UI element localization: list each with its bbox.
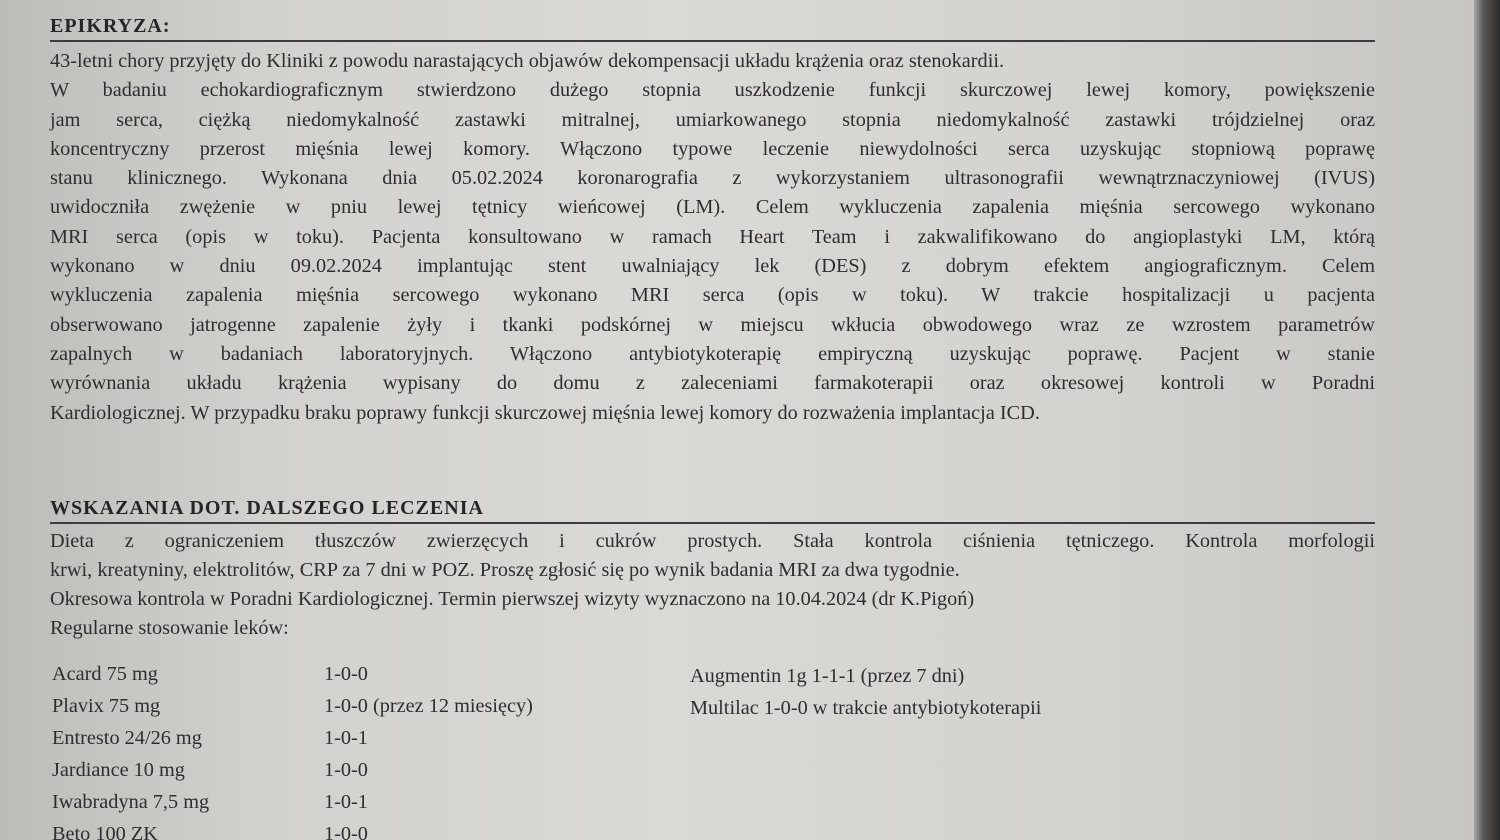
medication-row [50,786,1250,818]
additional-medication-item: Multilac 1-0-0 w trakcie antybiotykoterapii [690,697,1042,719]
medication-dose: 1-0-0 [324,759,368,781]
additional-medication-list [690,660,1310,724]
additional-medication-item: Augmentin 1g 1-1-1 (przez 7 dni) [690,665,965,687]
medication-row [50,818,1250,840]
wskazania-paragraph [50,527,1375,643]
medication-name: Entresto 24/26 mg [52,727,202,749]
medication-name: Beto 100 ZK [52,823,158,840]
medication-dose: 1-0-0 [324,823,368,840]
medication-name: Acard 75 mg [52,663,158,685]
wskazania-line: Regularne stosowanie leków: [50,617,289,639]
epikryza-line: jam serca, ciężką niedomykalność zastawki mitralnej, umiarkowanego stopnia niedomykalność zastawki trójdzielnej oraz [50,108,1375,131]
medication-row [50,722,1250,754]
medication-dose: 1-0-1 [324,791,368,813]
epikryza-line: wykonano w dniu 09.02.2024 implantując stent uwalniający lek (DES) z dobrym efektem angiograficznym. Celem [50,255,1375,278]
medication-name: Jardiance 10 mg [52,759,185,781]
epikryza-line: uwidoczniła zwężenie w pniu lewej tętnicy wieńcowej (LM). Celem wykluczenia zapalenia mięśnia sercowego wykonano [50,196,1375,219]
medication-dose: 1-0-0 [324,663,368,685]
epikryza-paragraph [50,47,1375,428]
epikryza-line: obserwowano jatrogenne zapalenie żyły i tkanki podskórnej w miejscu wkłucia obwodowego wraz ze wzrostem parametrów [50,313,1375,336]
wskazania-line: Dieta z ograniczeniem tłuszczów zwierzęcych i cukrów prostych. Stała kontrola ciśnienia tętniczego. Kontrola morfologii [50,530,1375,552]
epikryza-line: koncentryczny przerost mięśnia lewej komory. Włączono typowe leczenie niewydolności serca uzyskując stopniową poprawę [50,137,1375,160]
epikryza-section [50,14,1375,428]
medication-name: Iwabradyna 7,5 mg [52,791,210,813]
epikryza-line: wykluczenia zapalenia mięśnia sercowego wykonano MRI serca (opis w toku). W trakcie hospitalizacji u pacjenta [50,284,1375,307]
medication-dose: 1-0-1 [324,727,368,749]
medication-name: Plavix 75 mg [52,695,161,717]
epikryza-line: W badaniu echokardiograficznym stwierdzono dużego stopnia uszkodzenie funkcji skurczowej lewej komory, powiększenie [50,79,1375,102]
epikryza-rule [50,40,1375,42]
epikryza-line: Kardiologicznej. W przypadku braku poprawy funkcji skurczowej mięśnia lewej komory do rozważenia implantacja ICD. [50,401,1040,424]
page-edge-shadow [1474,0,1500,840]
epikryza-line: MRI serca (opis w toku). Pacjenta konsultowano w ramach Heart Team i zakwalifikowano do angioplastyki LM, którą [50,225,1375,248]
epikryza-line: 43-letni chory przyjęty do Kliniki z powodu narastających objawów dekompensacji układu krążenia oraz stenokardii. [50,50,1005,72]
epikryza-line: wyrównania układu krążenia wypisany do domu z zaleceniami farmakoterapii oraz okresowej kontroli w Poradni [50,372,1375,395]
wskazania-rule [50,522,1375,524]
epikryza-line: zapalnych w badaniach laboratoryjnych. Włączono antybiotykoterapię empiryczną uzyskując poprawę. Pacjent w stanie [50,342,1375,365]
medication-dose: 1-0-0 (przez 12 miesięcy) [324,695,533,717]
epikryza-line: stanu klinicznego. Wykonana dnia 05.02.2024 koronarografia z wykorzystaniem ultrasonografii wewnątrznaczyniowej (IVUS) [50,167,1375,190]
wskazania-heading: WSKAZANIA DOT. DALSZEGO LECZENIA [50,497,484,519]
wskazania-line: Okresowa kontrola w Poradni Kardiologicznej. Termin pierwszej wizyty wyznaczono na 10.04.2024 (dr K.Pigoń) [50,588,975,610]
medication-row [50,754,1250,786]
wskazania-section [50,496,1375,643]
wskazania-line: krwi, kreatyniny, elektrolitów, CRP za 7 dni w POZ. Proszę zgłosić się po wynik badania MRI za dwa tygodnie. [50,559,960,581]
epikryza-heading: EPIKRYZA: [50,15,171,37]
